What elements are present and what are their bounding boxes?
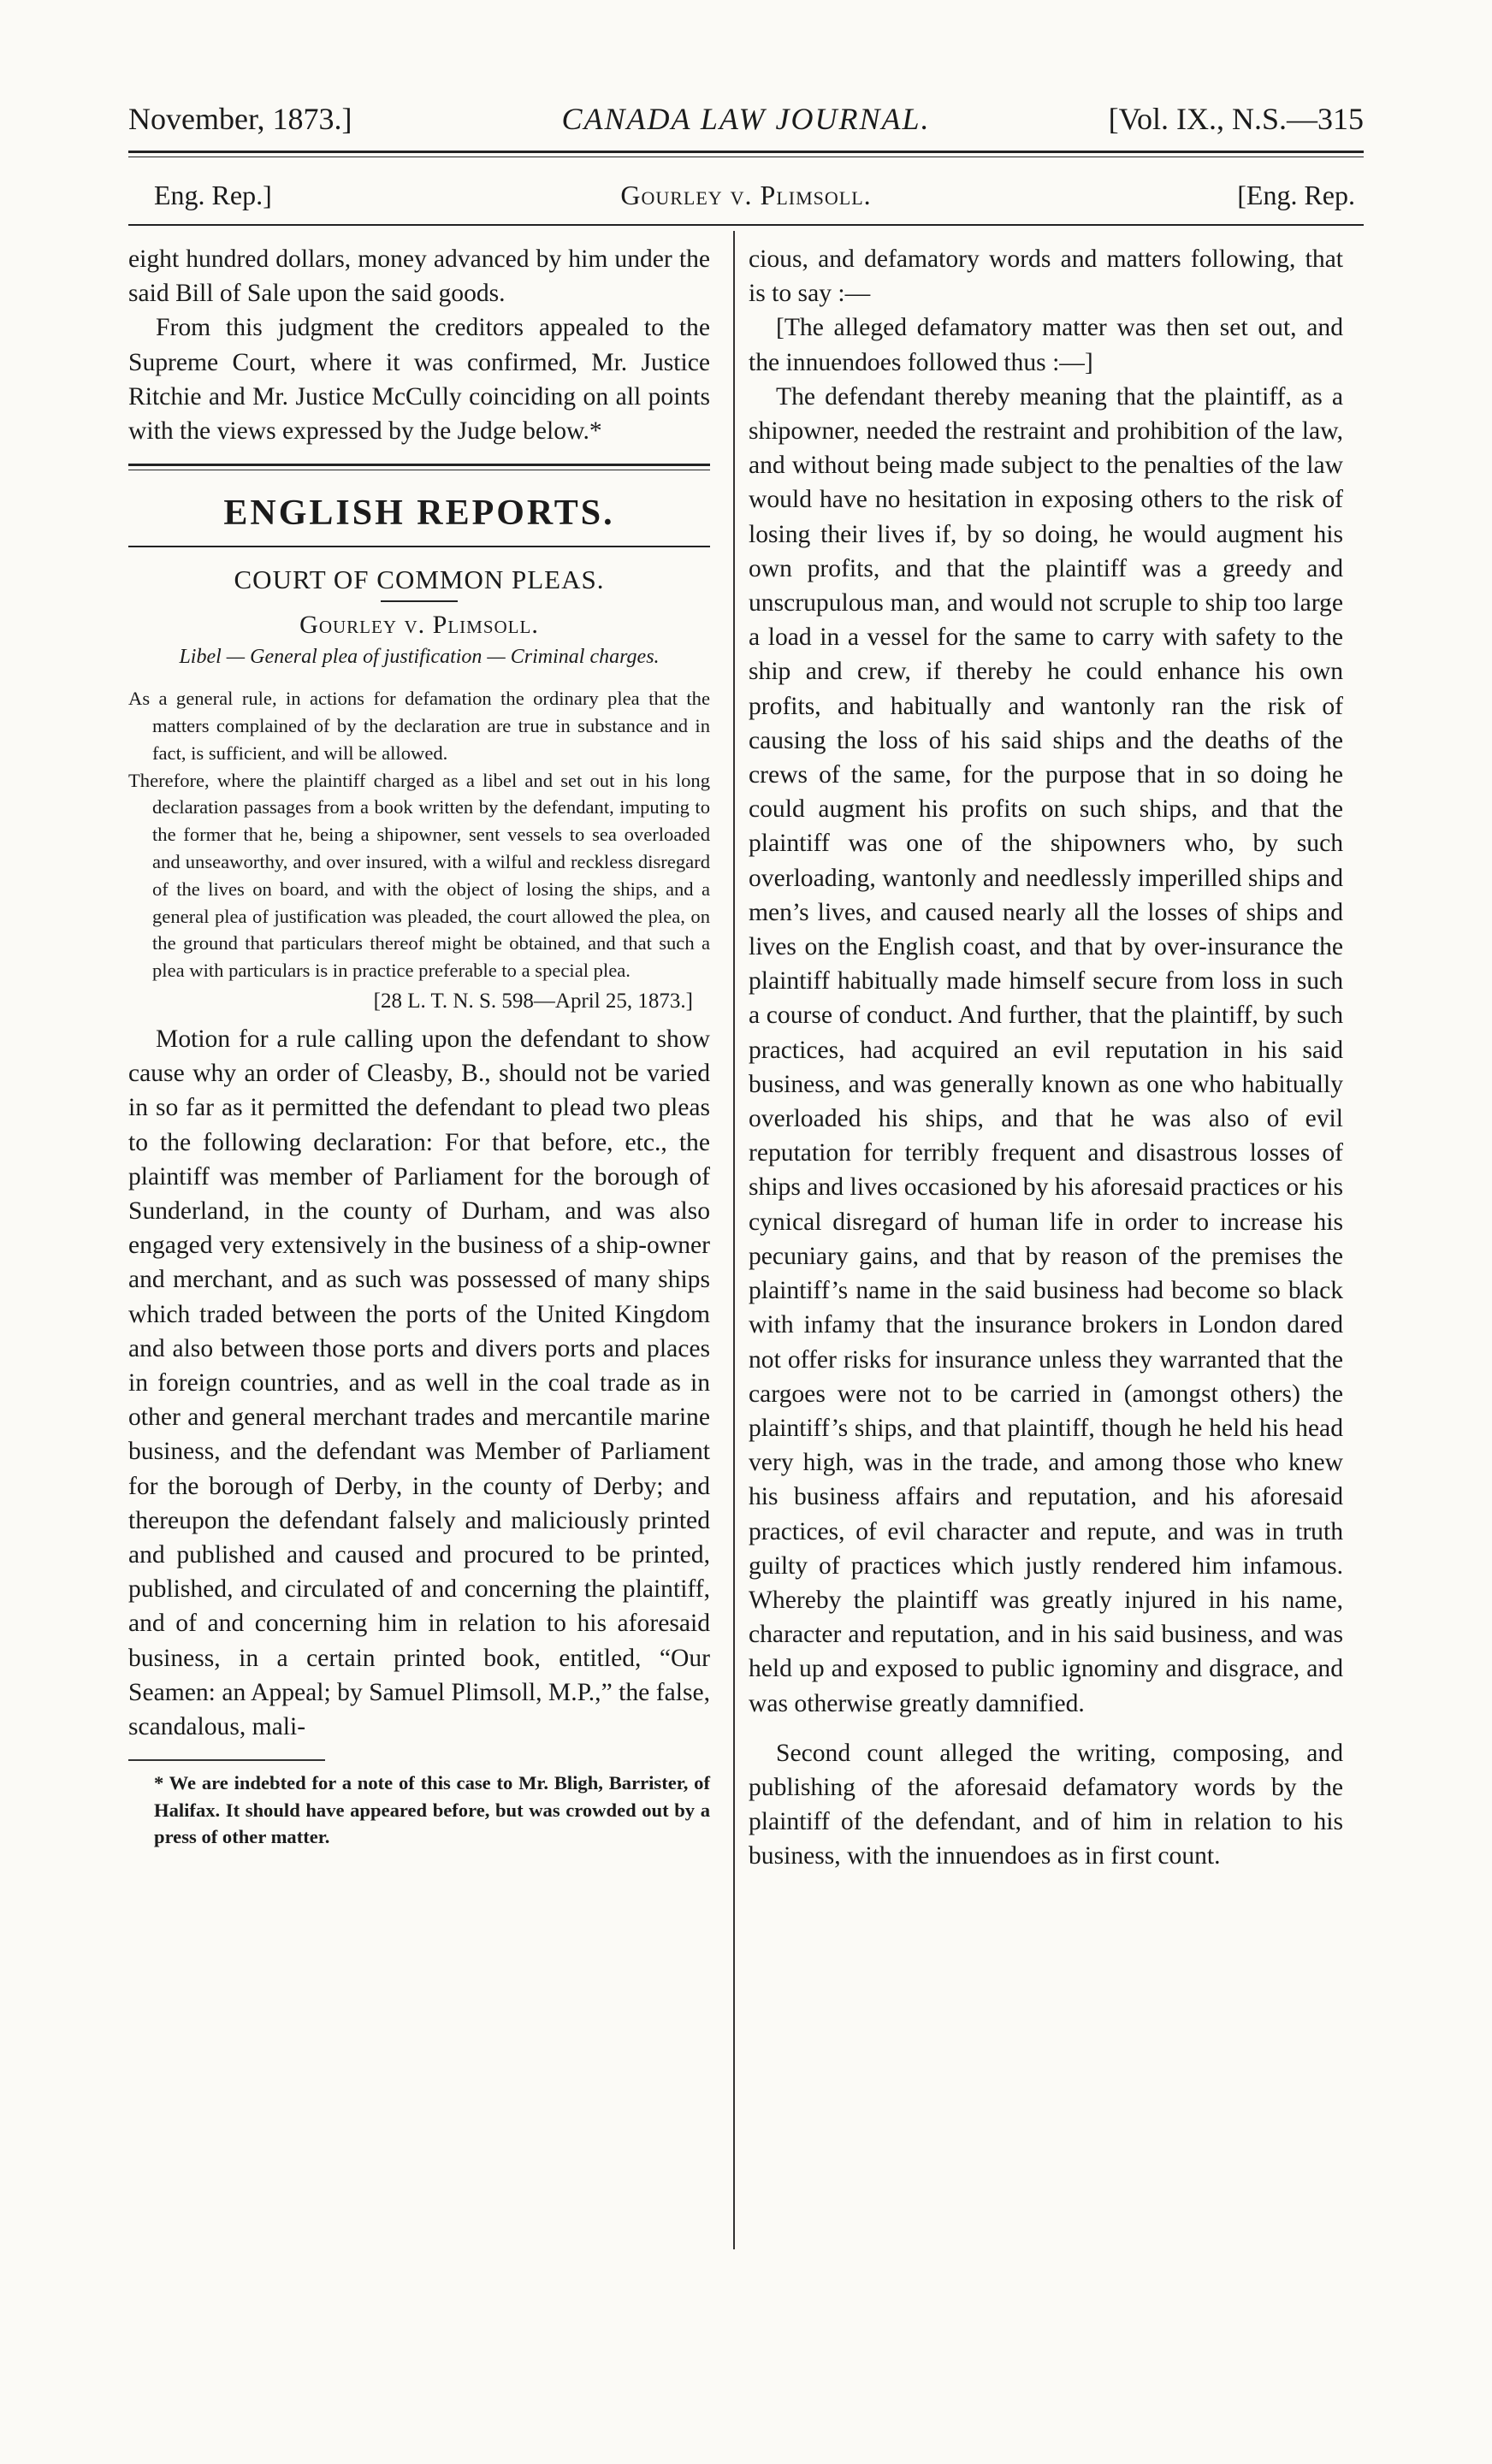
header-double-rule: [128, 151, 1364, 157]
report-label-right: [Eng. Rep.: [1237, 180, 1355, 210]
left-column: [128, 242, 710, 1851]
case-subject: Libel — General plea of justification — Criminal charges.: [179, 646, 660, 669]
case-running-head: [128, 180, 1364, 222]
running-head: [128, 101, 1364, 152]
headnote: Therefore, where the plaintiff charged as a libel and set out in his long declaration passages from a book written by the defendant, imputing to the former that he, being a shipowner, sent vessels to sea overloaded and unseaworthy, and over insured, with a wilful and reckless disregard of the lives on board, and with the object of losing the ships, and a general plea of justification was pleaded, the court allowed the plea, on the ground that particulars thereof might be obtained, and that such a plea with particulars is in practice preferable to a special plea.: [128, 769, 710, 982]
report-citation: [28 L. T. N. S. 598—April 25, 1873.]: [373, 989, 693, 1013]
section-rule: [128, 464, 710, 470]
continuation-text: cious, and defamatory words and matters following, that is to say :—: [749, 245, 1343, 308]
headnote: As a general rule, in actions for defamation the ordinary plea that the matters complained of by the declaration are true in substance and in fact, is sufficient, and will be allowed.: [128, 688, 710, 764]
footnote-rule: [128, 1759, 325, 1761]
second-count-paragraph: Second count alleged the writing, composing, and publishing of the aforesaid defamatory words by the plaintiff of the defendant, and of him in relation to his business, with the innuendoes as in first count.: [749, 1739, 1343, 1870]
motion-paragraph: Motion for a rule calling upon the defendant to show cause why an order of Cleasby, B., should not be varied in so far as it permitted the defendant to plead two pleas to the following declaration: For that before, etc., the plaintiff was member of Parliament for the borough of Sunderland, in the county of Durham, and was also engaged very extensively in the business of a ship-owner and merchant, and as such was possessed of many ships which traded between the ports of the United Kingdom and also between those ports and divers ports and places in foreign countries, and as well in the coal trade as in other and general merchant trades and mercantile marine business, and the defendant was Member of Parliament for the borough of Derby, in the county of Derby; and thereupon the defendant falsely and maliciously printed and published and caused and procured to be printed, published, and circulated of and concerning the plaintiff, and of and concerning him in relation to his aforesaid business, in a certain printed book, entitled, “Our Seamen: an Appeal; by Samuel Plimsoll, M.P.,” the false, scandalous, mali-: [128, 1025, 710, 1741]
appeal-paragraph: From this judgment the creditors appealed to the Supreme Court, where it was confirmed, Mr. Justice Ritchie and Mr. Justice McCully coinciding on all points with the views expressed by the Judge below.*: [128, 314, 710, 446]
issue-date: November, 1873.]: [128, 102, 352, 136]
bracket-note: [The alleged defamatory matter was then set out, and the innuendoes followed thus :—]: [749, 314, 1343, 376]
paragraph-gap: [749, 1721, 1343, 1736]
section-title-rule: [128, 546, 710, 547]
continuation-text: eight hundred dollars, money advanced by him under the said Bill of Sale upon the said goods.: [128, 245, 710, 308]
journal-title: CANADA LAW JOURNAL.: [561, 102, 931, 136]
column-divider: [733, 231, 735, 2249]
innuendo-paragraph: The defendant thereby meaning that the plaintiff, as a shipowner, needed the restraint and prohibition of the law, and without being made subject to the penalties of the law would have no hesitation in exposing others to the risk of losing their lives if, by so doing, he would augment his own profits, and that the plaintiff was a greedy and unscrupulous man, and would not scruple to ship too large a load in a vessel for the same to carry with safety to the ship and crew, if thereby he could enhance his own profits, and habitually and wantonly ran the risk of causing the loss of his said ships and the deaths of the crews of the same, for the purpose that in so doing he could augment his profits on such ships, and that the plaintiff was one of the shipowners who, by such overloading, wantonly and needlessly imperilled ships and men’s lives, and caused nearly all the losses of ships and lives on the English coast, and that by over-insurance the plaintiff habitually made himself secure from loss in such a course of conduct. And further, that the plaintiff, by such practices, had acquired an evil reputation in his said business, and was generally known as one who habitually overloaded his ships, and that he was also of evil reputation for terribly frequent and disastrous losses of ships and lives occasioned by his aforesaid practices or his cynical disregard of human life in order to increase his pecuniary gains, and that by reason of the premises the plaintiff’s name in the said business had become so black with infamy that the insurance brokers in London dared not offer risks for insurance unless they warranted that the cargoes were not to be carried in (amongst others) the plaintiff’s ships, and that plaintiff, though he held his head very high, was in the trade, and among those who knew his business affairs and reputation, and his aforesaid practices, of evil character and repute, and was in truth guilty of practices which justly rendered him infamous. Whereby the plaintiff was greatly injured in his name, character and reputation, and in his said business, and was held up and exposed to public ignominy and disgrace, and was otherwise greatly damnified.: [749, 382, 1343, 1717]
court-rule: [381, 600, 458, 602]
right-column: [749, 242, 1343, 1874]
court-title: COURT OF COMMON PLEAS.: [234, 564, 605, 595]
volume-page-number: [Vol. IX., N.S.—315: [1108, 102, 1364, 136]
footnote: * We are indebted for a note of this case to Mr. Bligh, Barrister, of Halifax. It should have appeared before, but was crowded out by a press of other matter.: [154, 1772, 710, 1848]
case-head-rule: [128, 224, 1364, 226]
report-label-left: Eng. Rep.]: [154, 180, 272, 210]
section-title: ENGLISH REPORTS.: [223, 493, 615, 534]
case-name: Gourley v. Plimsoll.: [299, 611, 539, 640]
case-running-title: Gourley v. Plimsoll.: [620, 180, 872, 210]
